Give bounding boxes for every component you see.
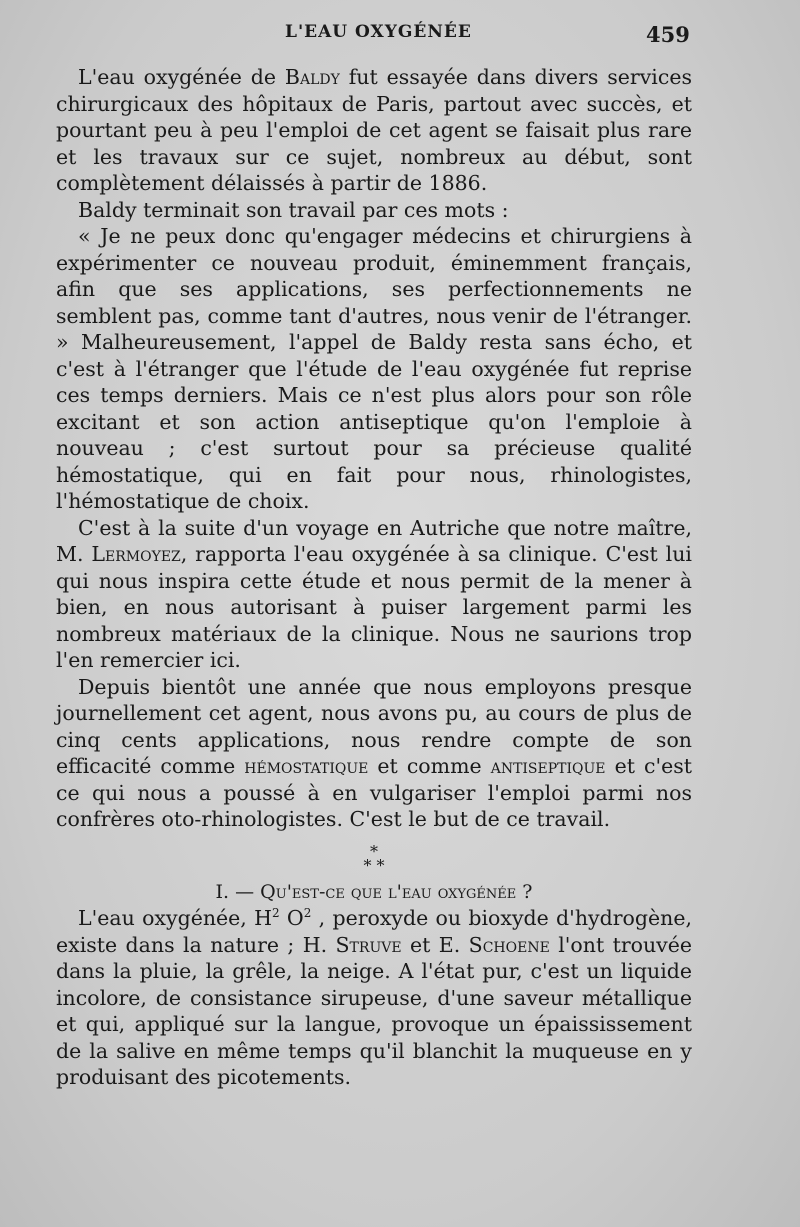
final-sup2: 2 <box>303 906 312 921</box>
final-post: l'ont trouvée dans la pluie, la grêle, la neige. A l'état pur, c'est un liquide incolore, de consistance sirupeuse, d'une saveur métallique et qui, appliqué sur la langue, provoque un épaississement de la salive en même temps qu'il blanchit la muqueuse en y produisant des picotements. <box>56 932 693 1089</box>
paragraph-2: Baldy terminait son travail par ces mots : <box>78 197 509 222</box>
author-name-struve: Struve <box>335 932 402 957</box>
final-pre: L'eau oxygénée, H <box>78 906 272 930</box>
author-name-lermoyez: Lermoyez <box>91 542 181 566</box>
body-text <box>56 64 692 1091</box>
paragraph-4 <box>56 515 692 674</box>
page-header <box>0 22 800 52</box>
final-mid3: et E. <box>401 932 469 957</box>
paragraph-5-pre: Depuis bientôt une année que nous employons presque journellement cet agent, nous avons pu, au cours de plus de cinq cents applications, nous rendre compte de son efficacité comme <box>56 674 692 778</box>
paragraph-5 <box>56 674 692 833</box>
asterism-separator <box>56 841 692 875</box>
paragraph-3: « Je ne peux donc qu'engager médecins et chirurgiens à expérimenter ce nouveau produit, éminemment français, afin que ses applications, ses perfectionnements ne semblent pas, comme tant d'autres, nous venir de l'étranger. » Malheureusement, l'appel de Baldy resta sans écho, et c'est à l'étranger que l'étude de l'eau oxygénée fut reprise ces temps derniers. Mais ce n'est plus alors pour son rôle excitant et son action antiseptique qu'on l'emploie à nouveau ; c'est surtout pour sa précieuse qualité hémostatique, qui en fait pour nous, rhinologistes, l'hémostatique de choix. <box>56 224 692 513</box>
section-heading: I. — Qu'est-ce que l'eau oxygénée ? <box>215 880 533 903</box>
paragraph-1-post: fut essayée dans divers services chirurgicaux des hôpitaux de Paris, partout avec succès, et pourtant peu à peu l'emploi de cet agent se faisait plus rare et les travaux sur ce sujet, nombreux au début, sont complètement délaissés à partir de 1886. <box>56 65 692 195</box>
asterism-bottom: * * <box>363 855 385 875</box>
final-mid1: O <box>279 906 304 930</box>
paragraph-4-post: , rapporta l'eau oxygénée à sa clinique. C'est lui qui nous inspira cette étude et nous permit de la mener à bien, en nous autorisant à puiser largement parmi les nombreux matériaux de la clinique. Nous ne saurions trop l'en remercier ici. <box>56 542 692 672</box>
author-name-schoene: Schoene <box>468 932 550 957</box>
paragraph-5-mid: et comme <box>368 754 491 778</box>
page-number: 459 <box>646 22 690 47</box>
asterism-top: * <box>370 841 378 861</box>
term-hemostatique: hémostatique <box>244 754 369 778</box>
running-title: L'EAU OXYGÉNÉE <box>285 22 472 42</box>
paragraph-1 <box>56 64 692 197</box>
term-antiseptique: antiseptique <box>490 754 606 778</box>
final-mid2: , peroxyde ou bioxyde d'hydrogène, existe dans la nature ; H. <box>56 906 692 957</box>
paragraph-1-pre: L'eau oxygénée de <box>78 65 285 89</box>
paragraph-final <box>56 905 692 1091</box>
author-name-baldy: Baldy <box>284 65 340 89</box>
paragraph-4-pre: C'est à la suite d'un voyage en Autriche que notre maître, M. <box>56 515 692 566</box>
paragraph-5-post: et c'est ce qui nous a poussé à en vulgariser l'emploi parmi nos confrères oto-rhinologistes. C'est le but de ce travail. <box>56 754 692 831</box>
final-sup1: 2 <box>271 906 280 921</box>
